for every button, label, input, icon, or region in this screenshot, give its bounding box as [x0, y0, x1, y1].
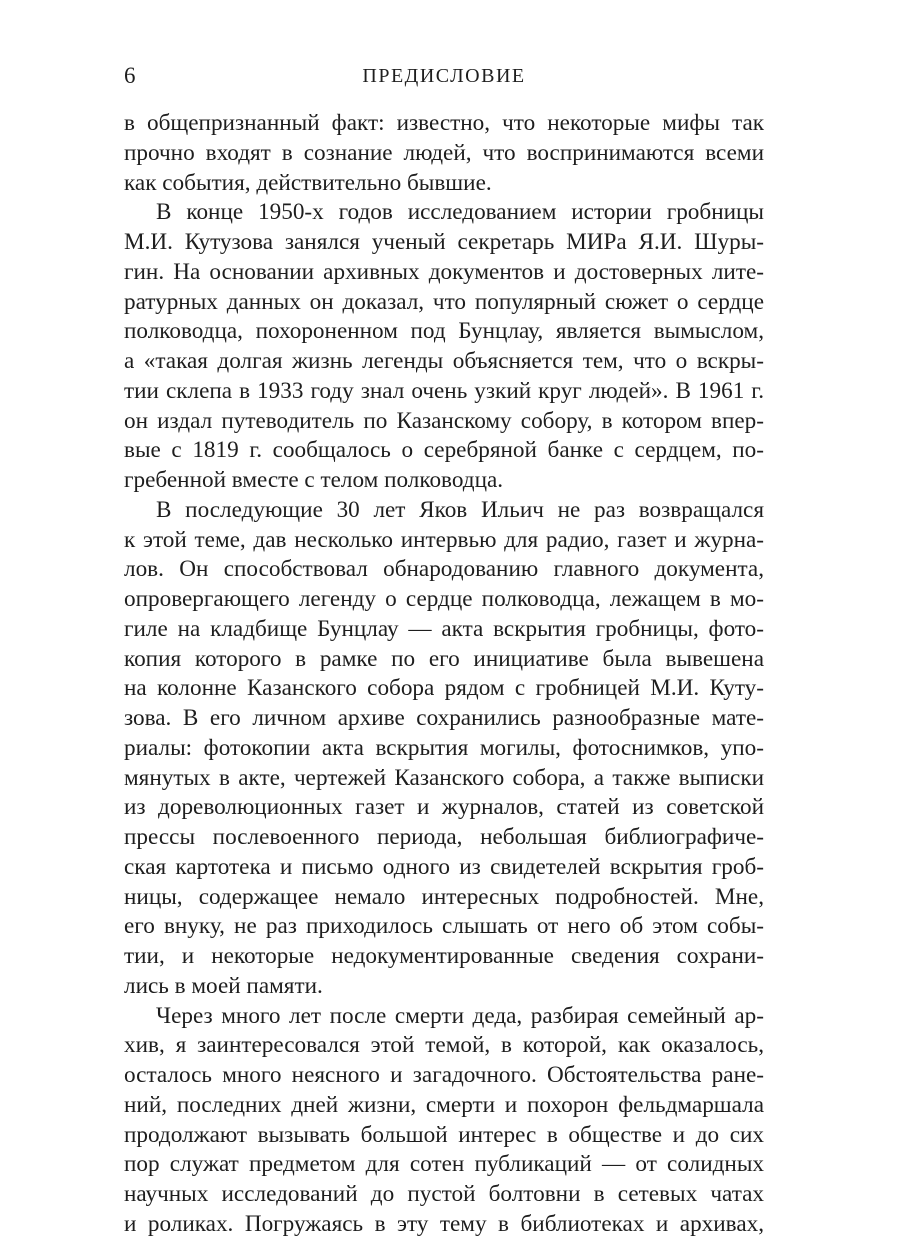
text-line: продолжают вызывать большой интерес в обществе и до сих: [124, 1121, 764, 1148]
text-line: на колонне Казанского собора рядом с гробницей М.И. Куту-: [124, 675, 764, 702]
text-line: тии, и некоторые недокументированные сведения сохрани-: [124, 943, 764, 969]
text-line: Через много лет после смерти деда, разбирая семейный ар-: [156, 1002, 764, 1029]
text-line: В последующие 30 лет Яков Ильич не раз возвращался: [156, 496, 764, 523]
text-line: прессы послевоенного периода, небольшая библиографиче-: [124, 824, 764, 850]
text-line: ская картотека и письмо одного из свидетелей вскрытия гроб-: [124, 853, 764, 880]
text-line: тии склепа в 1933 году знал очень узкий круг людей». В 1961 г.: [124, 377, 764, 404]
text-line: полководца, похороненном под Бунцлау, является вымыслом,: [124, 318, 764, 345]
text-line: осталось много неясного и загадочного. Обстоятельства ране-: [124, 1062, 764, 1088]
text-line: гиле на кладбище Бунцлау — акта вскрытия гробницы, фото-: [124, 615, 764, 642]
text-line: риалы: фотокопии акта вскрытия могилы, фотоснимков, упо-: [124, 734, 764, 761]
body-text: [124, 109, 764, 1240]
text-line: гин. На основании архивных документов и достоверных лите-: [124, 258, 764, 285]
text-line: вые с 1819 г. сообщалось о серебряной банке с сердцем, по-: [124, 437, 764, 464]
text-line: к этой теме, дав несколько интервью для радио, газет и журна-: [124, 526, 764, 553]
text-line: В конце 1950-х годов исследованием истории гробницы: [156, 199, 764, 226]
page-header: [124, 60, 764, 92]
paragraph: [124, 1002, 764, 1240]
text-line: как события, действительно бывшие.: [124, 169, 492, 196]
running-title: ПРЕДИСЛОВИЕ: [362, 65, 526, 87]
paragraph: [124, 109, 764, 198]
text-line: ницы, содержащее немало интересных подробностей. Мне,: [124, 883, 764, 910]
text-line: в общепризнанный факт: известно, что некоторые мифы так: [124, 110, 764, 136]
text-line: копия которого в рамке по его инициативе была вывешена: [124, 645, 764, 672]
text-line: ний, последних дней жизни, смерти и похорон фельдмаршала: [124, 1091, 764, 1118]
text-line: зова. В его личном архиве сохранились разнообразные мате-: [124, 705, 764, 731]
text-line: пор служат предметом для сотен публикаций — от солидных: [124, 1151, 764, 1178]
text-line: лись в моей памяти.: [124, 972, 323, 999]
text-line: хив, я заинтересовался этой темой, в которой, как оказалось,: [124, 1032, 764, 1059]
text-line: прочно входят в сознание людей, что воспринимаются всеми: [124, 139, 764, 166]
paragraph: [124, 198, 764, 496]
text-line: он издал путеводитель по Казанскому собору, в котором впер-: [124, 407, 764, 434]
text-line: опровергающего легенду о сердце полководца, лежащем в мо-: [124, 586, 764, 612]
text-line: ратурных данных он доказал, что популярный сюжет о сердце: [124, 288, 764, 315]
text-line: мянутых в акте, чертежей Казанского собора, а также выписки: [124, 764, 764, 791]
text-line: и роликах. Погружаясь в эту тему в библиотеках и архивах,: [124, 1210, 764, 1237]
text-line: из дореволюционных газет и журналов, статей из советской: [124, 794, 764, 821]
text-line: а «такая долгая жизнь легенды объясняется тем, что о вскры-: [124, 348, 764, 374]
text-line: его внуку, не раз приходилось слышать от него об этом собы-: [124, 913, 764, 940]
text-line: гребенной вместе с телом полководца.: [124, 467, 504, 493]
page-number: 6: [124, 63, 136, 88]
text-line: М.И. Кутузова занялся ученый секретарь МИРа Я.И. Шуры-: [124, 229, 764, 255]
paragraph: [124, 496, 764, 1002]
text-line: научных исследований до пустой болтовни в сетевых чатах: [124, 1181, 764, 1207]
text-line: лов. Он способствовал обнародованию главного документа,: [124, 556, 764, 583]
